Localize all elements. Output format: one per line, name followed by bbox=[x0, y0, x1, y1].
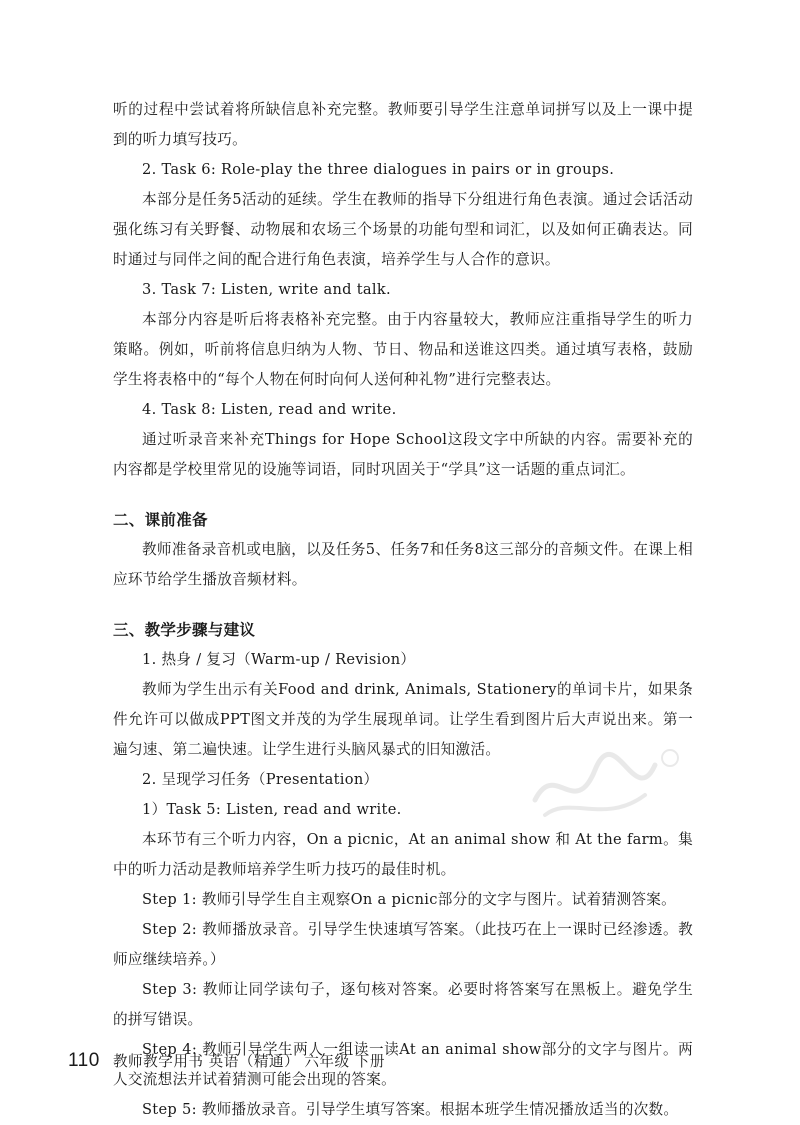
task6-body: 本部分是任务5活动的延续。学生在教师的指导下分组进行角色表演。通过会话活动强化练习有关野餐、动物展和农场三个场景的功能句型和词汇，以及如何正确表达。同时通过与同伴之间的配合进行角色表演，培养学生与人合作的意识。 bbox=[113, 191, 693, 268]
task5-title: 1）Task 5: Listen, read and write. bbox=[142, 801, 402, 818]
task8-title: 4. Task 8: Listen, read and write. bbox=[142, 401, 397, 418]
task7-title: 3. Task 7: Listen, write and talk. bbox=[142, 281, 391, 298]
preparation-body: 教师准备录音机或电脑，以及任务5、任务7和任务8这三部分的音频文件。在课上相应环节给学生播放音频材料。 bbox=[113, 541, 693, 588]
step-item: Step 5: 教师播放录音。引导学生填写答案。根据本班学生情况播放适当的次数。 bbox=[142, 1101, 679, 1118]
task5-body: 本环节有三个听力内容，On a picnic，At an animal show 和 At the farm。集中的听力活动是教师培养学生听力技巧的最佳时机。 bbox=[113, 831, 693, 878]
section-heading-preparation: 二、课前准备 bbox=[113, 511, 208, 529]
page-footer bbox=[68, 1050, 385, 1072]
warmup-title: 1. 热身 / 复习（Warm-up / Revision） bbox=[142, 651, 416, 668]
presentation-title: 2. 呈现学习任务（Presentation） bbox=[142, 771, 379, 788]
step-item: Step 4: 教师引导学生两人一组读一读At an animal show部分的文字与图片。两人交流想法并试着猜测可能会出现的答案。 bbox=[113, 1041, 693, 1088]
task6-title: 2. Task 6: Role-play the three dialogues in pairs or in groups. bbox=[142, 161, 615, 178]
step-item: Step 3: 教师让同学读句子，逐句核对答案。必要时将答案写在黑板上。避免学生的拼写错误。 bbox=[113, 981, 693, 1028]
step-item: Step 1: 教师引导学生自主观察On a picnic部分的文字与图片。试着猜测答案。 bbox=[142, 891, 677, 908]
task7-body: 本部分内容是听后将表格补充完整。由于内容量较大，教师应注重指导学生的听力策略。例如，听前将信息归纳为人物、节日、物品和送谁这四类。通过填写表格，鼓励学生将表格中的“每个人物在何时向何人送何种礼物”进行完整表达。 bbox=[113, 311, 693, 388]
task8-body: 通过听录音来补充Things for Hope School这段文字中所缺的内容。需要补充的内容都是学校里常见的设施等词语，同时巩固关于“学具”这一话题的重点词汇。 bbox=[113, 431, 693, 478]
warmup-body: 教师为学生出示有关Food and drink, Animals, Stationery的单词卡片，如果条件允许可以做成PPT图文并茂的为学生展现单词。让学生看到图片后大声说出来。第一遍匀速、第二遍快速。让学生进行头脑风暴式的旧知激活。 bbox=[113, 681, 693, 758]
page-number: 110 bbox=[68, 1050, 100, 1071]
section-heading-steps: 三、教学步骤与建议 bbox=[113, 621, 256, 639]
paragraph-continued: 听的过程中尝试着将所缺信息补充完整。教师要引导学生注意单词拼写以及上一课中提到的听力填写技巧。 bbox=[113, 101, 693, 148]
book-title: 教师教学用书 英语（精通） 六年级 下册 bbox=[112, 1053, 385, 1070]
page-content bbox=[113, 95, 693, 1125]
step-item: Step 2: 教师播放录音。引导学生快速填写答案。（此技巧在上一课时已经渗透。教师应继续培养。） bbox=[113, 921, 693, 968]
